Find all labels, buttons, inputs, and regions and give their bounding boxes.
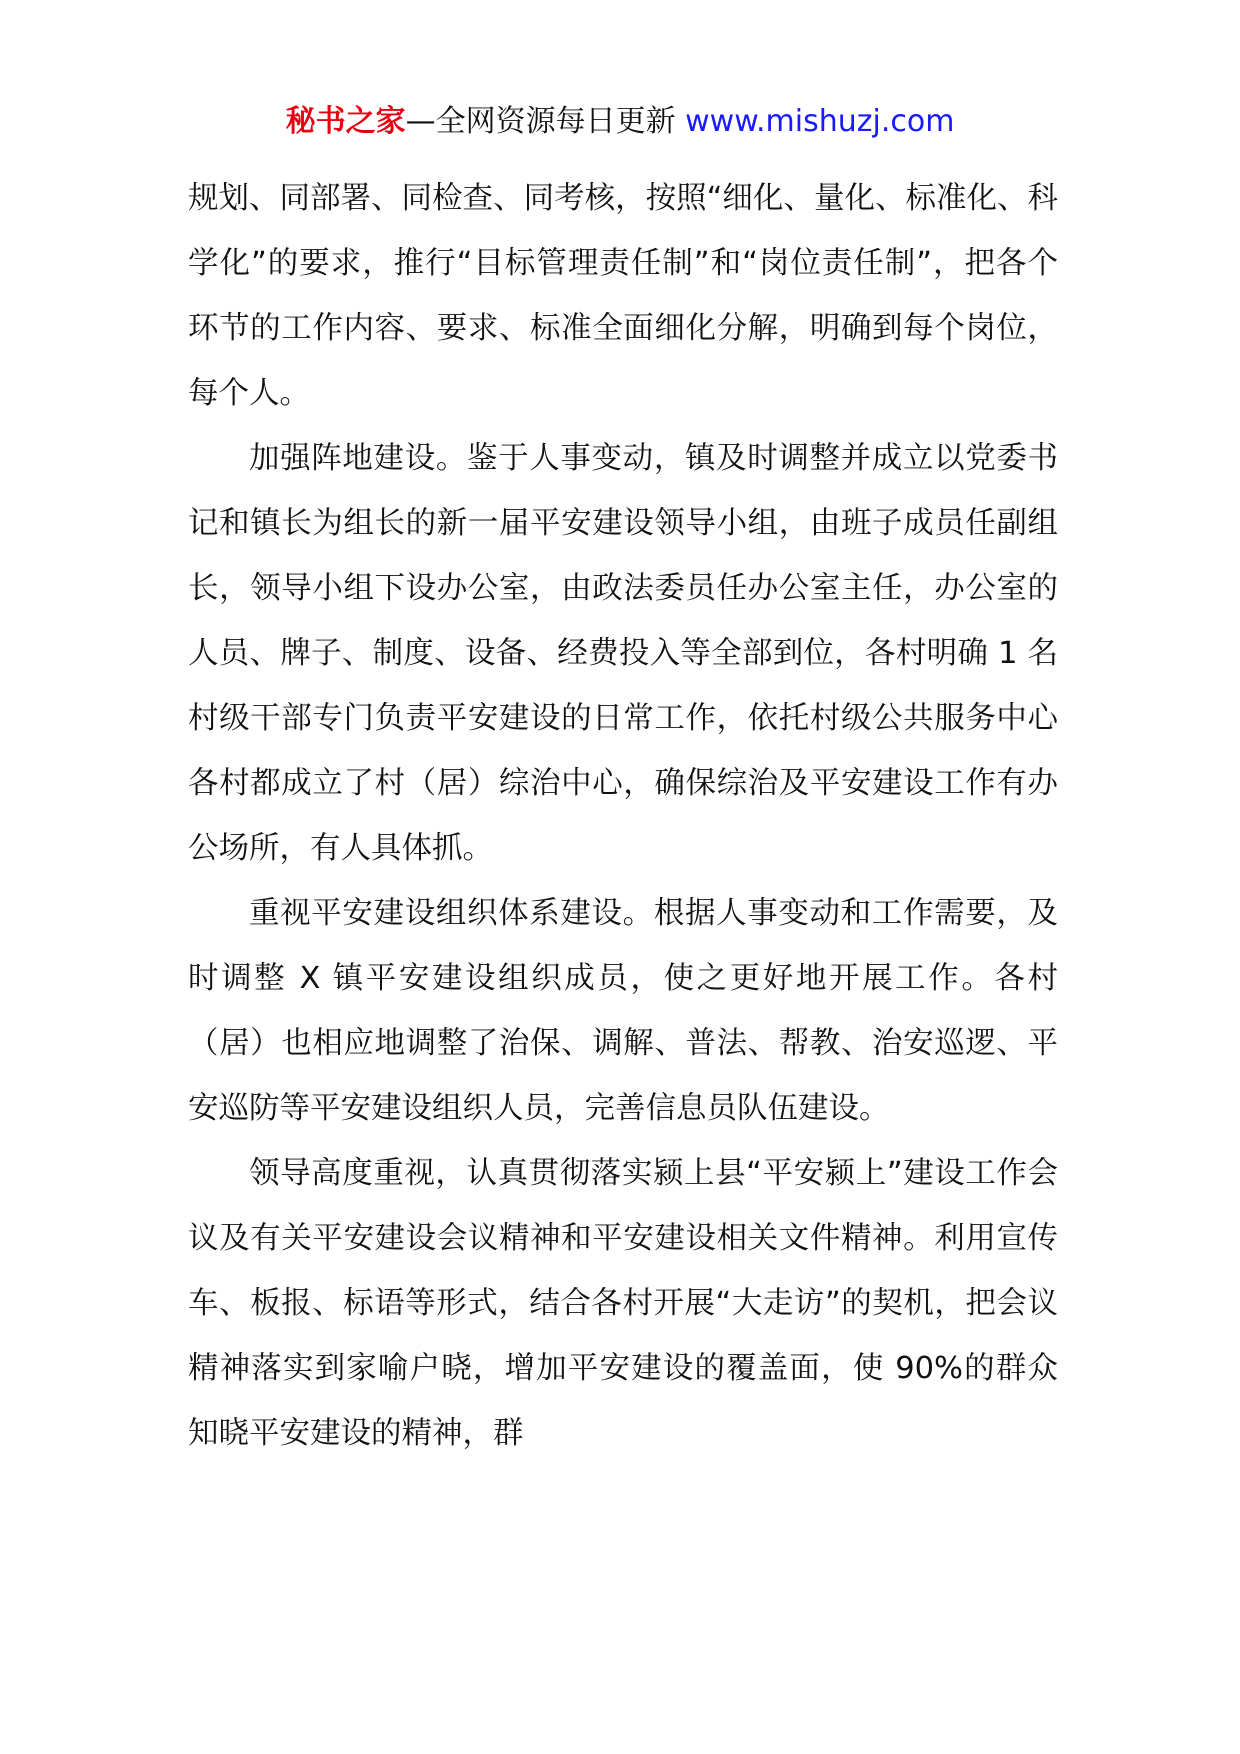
site-tagline: —全网资源每日更新 xyxy=(405,104,686,139)
paragraph-4: 领导高度重视，认真贯彻落实颍上县“平安颍上”建设工作会议及有关平安建设会议精神和平安建设相关文件精神。利用宣传车、板报、标语等形式，结合各村开展“大走访”的契机，把会议精神落实到家喻户晓，增加平安建设的覆盖面，使 90%的群众知晓平安建设的精神，群 xyxy=(188,1156,1058,1451)
site-url-link[interactable]: www.mishuzj.com xyxy=(685,104,955,139)
site-header xyxy=(0,102,1240,142)
paragraph-2: 加强阵地建设。鉴于人事变动，镇及时调整并成立以党委书记和镇长为组长的新一届平安建设领导小组，由班子成员任副组长，领导小组下设办公室，由政法委员任办公室主任，办公室的人员、牌子、制度、设备、经费投入等全部到位，各村明确 1 名村级干部专门负责平安建设的日常工作，依托村级公共服务中心各村都成立了村（居）综治中心，确保综治及平安建设工作有办公场所，有人具体抓。 xyxy=(188,441,1058,866)
paragraph-1: 规划、同部署、同检查、同考核，按照“细化、量化、标准化、科学化”的要求，推行“目标管理责任制”和“岗位责任制”，把各个环节的工作内容、要求、标准全面细化分解，明确到每个岗位，每个人。 xyxy=(188,181,1058,411)
document-body xyxy=(188,166,1058,1466)
site-brand: 秘书之家 xyxy=(285,104,406,139)
paragraph-3: 重视平安建设组织体系建设。根据人事变动和工作需要，及时调整 X 镇平安建设组织成员，使之更好地开展工作。各村（居）也相应地调整了治保、调解、普法、帮教、治安巡逻、平安巡防等平安建设组织人员，完善信息员队伍建设。 xyxy=(188,896,1058,1126)
